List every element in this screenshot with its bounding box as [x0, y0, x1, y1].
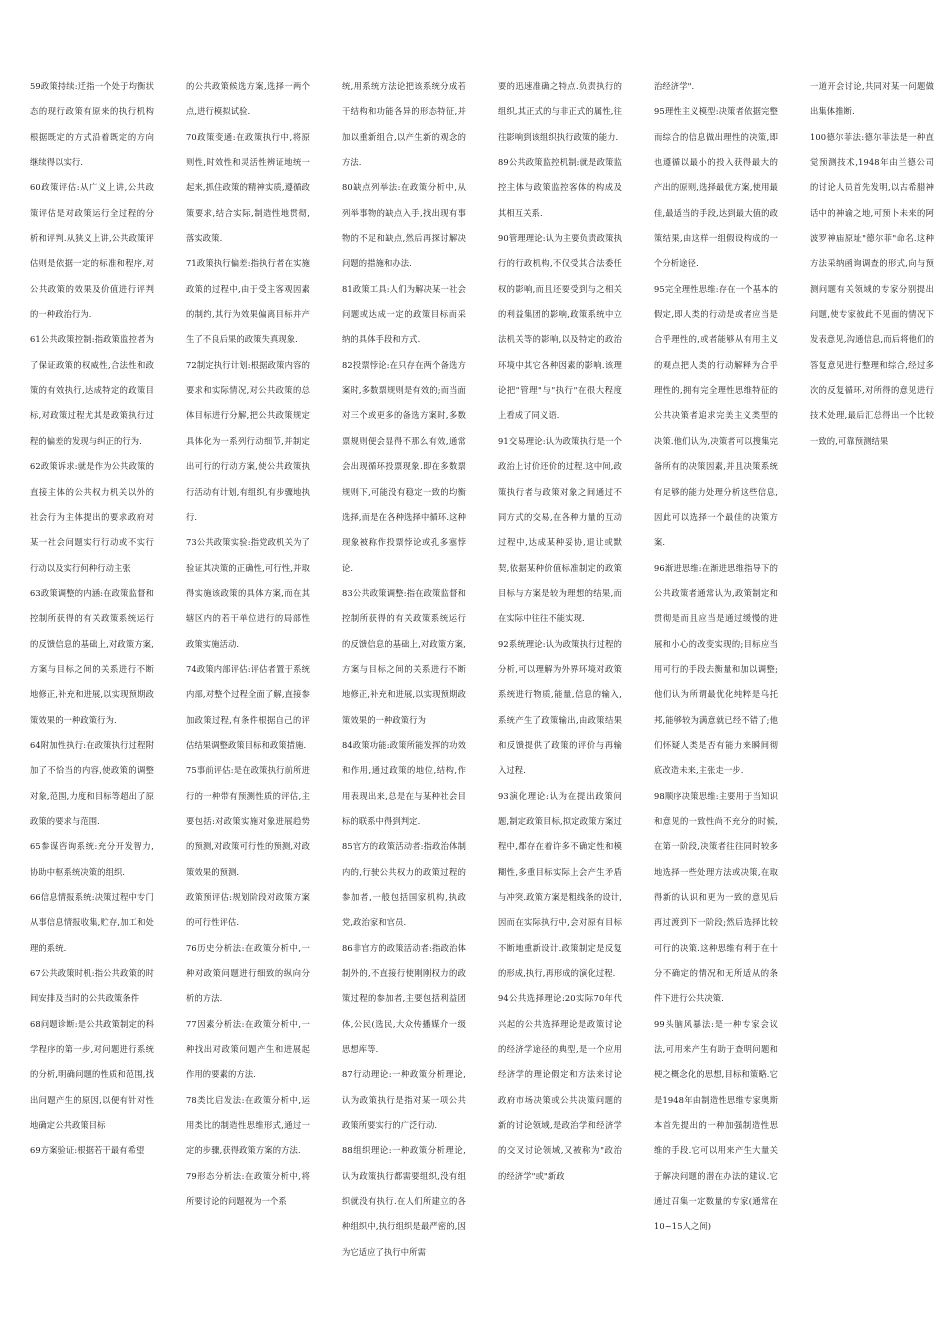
paragraph: 99头脑风暴法:是一种专家会议法,可用来产生有助于查明问题和梗之概念化的思想,目标和策略.它是1948年由制造性思维专家奥斯本首先提出的一种加强制造性思维的手段.它可以用来产生大量关于解决问题的潜在办法的建议.它通过召集一定数量的专家(通常在10~15人之间)	[654, 1018, 778, 1232]
paragraph: 95完全理性思维:存在一个基本的假定,即人类的行动是或者应当是合乎理性的,或者能够从有用主义的观点把人类的行动解释为合乎理性的,拥有完全理性思维特征的公共决策者追求完美主义类型的决策.他们认为,决策者可以搜集完备所有的决策因素,并且决策系统有足够的能力处理分析这些信息,因此可以选择一个最佳的决策方案.	[654, 283, 778, 548]
paragraph: 76历史分析法:在政策分析中,一种对政策问题进行细致的纵向分析的方法.	[186, 942, 310, 1004]
paragraph: 69方案验证:根据若干最有希望	[30, 1145, 145, 1156]
text-column-3	[342, 74, 466, 1265]
paragraph: 68问题诊断:是公共政策制定的科学程序的第一步,对问题进行系统的分析,明确问题的性质和范围,找出问题产生的原因,以便有针对性地确定公共政策目标	[30, 1018, 154, 1131]
paragraph: 93演化理论:认为在提出政策问题,制定政策目标,拟定政策方案过程中,都存在着许多不确定性和模糊性,多重目标实际上会产生矛盾与冲突.政策方案是粗线条的设计,因而在实际执行中,会对原有目标不断地重新设计.政策制定是反复的形成,执行,再形成的演化过程.	[498, 790, 622, 979]
paragraph: 79形态分析法:在政策分析中,将所要讨论的问题视为一个系	[186, 1170, 310, 1207]
paragraph: 98顺序决策思维:主要用于当知识和意见的一致性尚不充分的时候,在第一阶段,决策者往往同时较多地选择一些处理方法或决策,在取得新的认识和更为一致的意见后再过渡到下一阶段;然后选择比较可行的决策.这种思维有利于在十分不确定的情况和无所适从的条件下进行公共决策.	[654, 790, 778, 1004]
paragraph: 73公共政策实验:指党政机关为了验证其决策的正确性,可行性,并取得实施该政策的具体方案,而在其辖区内的若干单位进行的局部性政策实施活动.	[186, 537, 310, 649]
paragraph: 78类比启发法:在政策分析中,运用类比的制造性思维形式,通过一定的步骤,获得政策方案的方法.	[186, 1094, 310, 1156]
paragraph: 61公共政策控制:指政策监控者为了保证政策的权威性,合法性和政策的有效执行,达成特定的政策目标,对政策过程尤其是政策执行过程的偏差的发现与纠正的行为.	[30, 334, 154, 446]
paragraph: 71政策执行偏差:指执行者在实施政策的过程中,由于受主客观因素的制约,其行为效果偏离目标并产生了不良后果的政策失真现象.	[186, 258, 310, 345]
text-column-6	[810, 74, 934, 454]
text-column-2	[186, 74, 310, 1214]
paragraph: 的公共政策候选方案,选择一两个点,进行模拟试验.	[186, 81, 310, 117]
paragraph: 83公共政策调整:指在政策监督和控制所获得的有关政策系统运行的反馈信息的基础上,对政策方案,方案与目标之间的关系进行不断地修正,补充和进展,以实现预期政策效果的一种政策行为	[342, 587, 466, 725]
paragraph: 59政策持续:迁指一个处于均衡状态的现行政策有原来的执行机构根据既定的方式沿着既定的方向继续得以实行.	[30, 81, 154, 168]
paragraph: 65参谋咨询系统:充分开发智力,协助中枢系统决策的组织.	[30, 841, 154, 877]
paragraph: 要的迅速准确之特点.负责执行的组织,其正式的与非正式的属性,往往影响到该组织执行政策的能力.	[498, 81, 622, 142]
paragraph: 一道开会讨论,共同对某一问题做出集体推断.	[810, 81, 934, 117]
paragraph: 80缺点列举法:在政策分析中,从列举事物的缺点入手,找出现有事物的不足和缺点,然后再探讨解决问题的措施和办法.	[342, 182, 466, 269]
paragraph: 政策预评估:规划阶段对政策方案的可行性评估.	[186, 892, 310, 928]
paragraph: 100德尔菲法:德尔菲法是一种直觉预测技术,1948年由兰德公司的讨论人员首先发明,以古希腊神话中的神谕之地,可预卜未来的阿波罗神庙原址"德尔菲"命名.这种方法采纳函询调查的形式,向与预测问题有关领域的专家分别提出问题,使专家彼此不见面的情况下发表意见,沟通信息,而后将他们的答复意见进行整理和综合,经过多次的反复循环,对所得的意见进行技术处理,最后汇总得出一个比较一致的,可靠预测结果	[810, 131, 934, 446]
paragraph: 86非官方的政策活动者:指政治体制外的,不直接行使刚刚权力的政策过程的参加者,主要包括利益团体,公民(选民,大众传播媒介一级思想库等.	[342, 942, 466, 1055]
paragraph: 75事前评估:是在政策执行前所进行的一种带有预测性质的评估,主要包括:对政策实施对象进展趋势的预测,对政策可行性的预测,对政策效果的预测.	[186, 765, 310, 877]
paragraph: 统,用系统方法论把该系统分成若干结构和功能各异的形态特征,并加以重新组合,以产生新的观念的方法.	[342, 81, 466, 168]
paragraph: 94公共选择理论:20实际70年代兴起的公共选择理论是政策讨论的经济学途径的典型,是一个应用经济学的理论假定和方法来讨论政府市场决策或公共决策问题的新的讨论领域,是政治学和经济学的交叉讨论领域,又被称为"政治的经济学"或"新政	[498, 993, 622, 1181]
paragraph: 70政策变通:在政策执行中,将原则性,时效性和灵活性辨证地统一起来,抓住政策的精神实质,遵循政策要求,结合实际,制造性地贯彻,落实政策.	[186, 131, 310, 244]
paragraph: 92系统理论:认为政策执行过程的分析,可以理解为外界环境对政策系统进行物质,能量,信息的输入,系统产生了政策输出,由政策结果和反馈提供了政策的评价与再输入过程.	[498, 638, 622, 776]
paragraph: 91交易理论:认为政策执行是一个政治上讨价还价的过程.这中间,政策执行者与政策对象之间通过不同方式的交易,在各种力量的互动过程中,达成某种妥协,退让或默契,依据某种价值标准制定的政策目标与方案是较为理想的结果,而在实际中往往不能实现.	[498, 435, 622, 624]
paragraph: 85官方的政策活动者:指政治体制内的,行驶公共权力的政策过程的参加者,一般包括国家机构,执政党,政治家和官员.	[342, 841, 466, 928]
paragraph: 74政策内部评估:评估者置于系统内部,对整个过程全面了解,直接参加政策过程,有条件根据自己的评估结果调整政策目标和政策措施.	[186, 663, 310, 750]
paragraph: 治经济学".	[654, 81, 695, 91]
paragraph: 63政策调整的内涵:在政策监督和控制所获得的有关政策系统运行的反馈信息的基础上,对政策方案,方案与目标之间的关系进行不断地修正,补充和进展,以实现预期政策效果的一种政策行为.	[30, 587, 154, 725]
text-column-5	[654, 74, 778, 1240]
paragraph: 64附加性执行:在政策执行过程附加了不恰当的内容,使政策的调整对象,范围,力度和目标等超出了原政策的要求与范围.	[30, 739, 154, 826]
paragraph: 62政策诉求:就是作为公共政策的直接主体的公共权力机关以外的社会行为主体提出的要求政府对某一社会问题实行行动或不实行行动以及实行何种行动主张	[30, 461, 154, 573]
paragraph: 95理性主义模型:决策者依据完整而综合的信息做出理性的决策,即也遵循以最小的投入获得最大的产出的原则,选择最优方案,使用最佳,最适当的手段,达到最大值的政策结果,由这样一组假设构成的一个分析途径.	[654, 106, 778, 269]
paragraph: 77因素分析法:在政策分析中,一种找出对政策问题产生和进展起作用的要素的方法.	[186, 1018, 310, 1080]
paragraph: 89公共政策监控机制:就是政策监控主体与政策监控客体的构成及其相互关系.	[498, 157, 622, 218]
paragraph: 82投票悖论:在只存在两个备选方案时,多数票规则是有效的;而当面对三个或更多的备选方案时,多数票规则便会显得不那么有效,通常会出现循环投票现象.即在多数票规则下,可能没有稳定一致的均衡选择,而是在各种选择中循环.这种现象被称作投票悖论或孔多塞悖论.	[342, 359, 466, 573]
paragraph: 87行动理论:一种政策分析理论,认为政策执行是指对某一项公共政策所要实行的广泛行动.	[342, 1069, 466, 1131]
paragraph: 67公共政策时机:指公共政策的时间安排及当时的公共政策条件	[30, 968, 154, 1004]
paragraph: 72制定执行计划:根据政策内容的要求和实际情况,对公共政策的总体目标进行分解,把公共政策规定具体化为一系列行动细节,并制定出可行的行动方案,使公共政策执行活动有计划,有组织,有步骤地执行.	[186, 359, 310, 522]
paragraph: 60政策评估:从广义上讲,公共政策评估是对政策运行全过程的分析和评判.从狭义上讲,公共政策评估则是依据一定的标准和程序,对公共政策的效果及价值进行评判的一种政治行为.	[30, 182, 154, 320]
paragraph: 90管理理论:认为主要负责政策执行的行政机构,不仅受其合法委任权的影响,而且还要受到与之相关的利益集团的影响,政策系统中立法机关等的影响,以及特定的政治环境中其它各种因素的影响.该理论把"管理"与"执行"在很大程度上看成了同义语.	[498, 233, 622, 421]
paragraph: 81政策工具:人们为解决某一社会问题或达成一定的政策目标而采纳的具体手段和方式.	[342, 283, 466, 345]
paragraph: 96渐进思维:在渐进思维指导下的公共政策者通常认为,政策制定和贯彻是而且应当是通过缓慢的进展和小心的改变实现的;目标应当用可行的手段去衡量和加以调整;他们认为所谓最优化纯粹是乌托邦,能够较为满意就已经不错了;他们怀疑人类是否有能力来瞬间彻底改造未来,主张走一步.	[654, 562, 778, 776]
paragraph: 66信息情报系统:决策过程中专门从事信息情报收集,贮存,加工和处理的系统.	[30, 892, 154, 953]
paragraph: 84政策功能:政策所能发挥的功效和作用,通过政策的地位,结构,作用表现出来,总是在与某种社会目标的联系中得到判定.	[342, 739, 466, 826]
text-column-1	[30, 74, 154, 1164]
paragraph: 88组织理论:一种政策分析理论,认为政策执行都需要组织,没有组织就没有执行.在人们所建立的各种组织中,执行组织是最严密的,因为它适应了执行中所需	[342, 1145, 466, 1257]
text-column-4	[498, 74, 622, 1189]
